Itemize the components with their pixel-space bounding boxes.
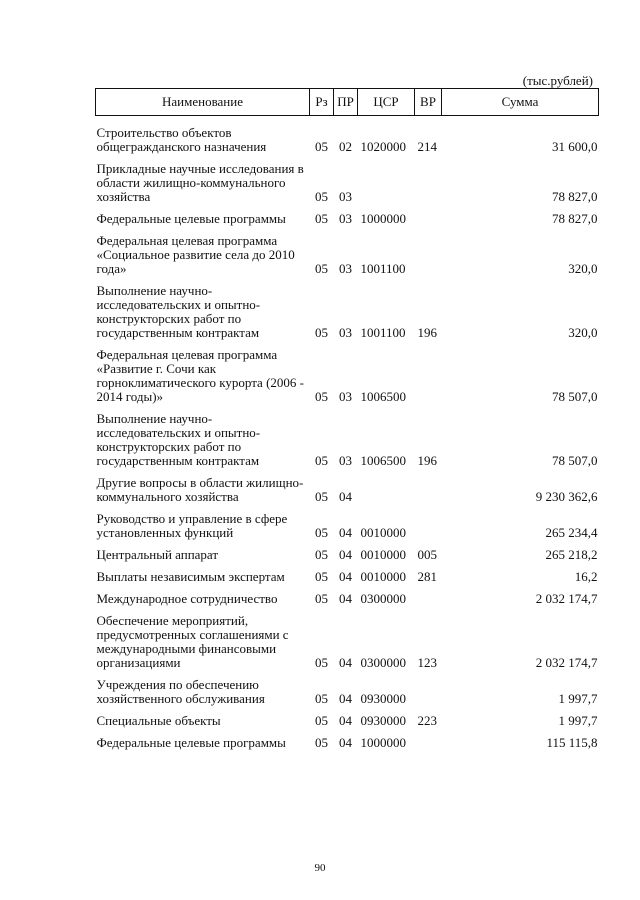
cell-csr: 0010000 xyxy=(360,569,406,584)
cell-vr xyxy=(415,678,442,714)
cell-sum: 16,2 xyxy=(574,569,598,584)
cell-vr xyxy=(415,736,442,758)
header-pr: ПР xyxy=(334,89,358,116)
header-name: Наименование xyxy=(96,89,310,116)
cell-csr: 0930000 xyxy=(360,713,406,728)
budget-table xyxy=(95,88,599,758)
cell-vr: 196 xyxy=(417,453,437,468)
cell-sum: 1 997,7 xyxy=(558,691,598,706)
cell-rz: 05 xyxy=(315,591,328,606)
table-row xyxy=(96,570,599,592)
cell-sum: 78 827,0 xyxy=(552,211,598,226)
cell-sum: 2 032 174,7 xyxy=(535,591,598,606)
cell-pr: 03 xyxy=(339,389,352,404)
cell-name: Специальные объекты xyxy=(96,713,221,728)
cell-sum: 2 032 174,7 xyxy=(535,655,598,670)
cell-sum: 78 507,0 xyxy=(552,453,598,468)
table-row xyxy=(96,678,599,714)
table-row xyxy=(96,736,599,758)
cell-vr xyxy=(415,348,442,412)
cell-pr: 03 xyxy=(339,325,352,340)
cell-rz: 05 xyxy=(315,735,328,750)
table-row xyxy=(96,162,599,212)
cell-sum: 115 115,8 xyxy=(546,735,598,750)
cell-csr: 0010000 xyxy=(360,547,406,562)
cell-name: Федеральные целевые программы xyxy=(96,211,286,226)
cell-vr xyxy=(415,212,442,234)
header-rz: Рз xyxy=(310,89,334,116)
cell-pr: 04 xyxy=(339,489,352,504)
cell-vr: 196 xyxy=(417,325,437,340)
cell-csr: 0010000 xyxy=(360,525,406,540)
cell-rz: 05 xyxy=(315,489,328,504)
cell-name: Строительство объектов общегражданского назначения xyxy=(96,125,267,154)
table-row xyxy=(96,512,599,548)
header-sum: Сумма xyxy=(442,89,599,116)
cell-pr: 03 xyxy=(339,211,352,226)
cell-rz: 05 xyxy=(315,691,328,706)
cell-pr: 03 xyxy=(339,189,352,204)
cell-csr: 0300000 xyxy=(360,591,406,606)
cell-csr xyxy=(358,162,415,212)
cell-vr xyxy=(415,512,442,548)
table-row xyxy=(96,234,599,284)
cell-rz: 05 xyxy=(315,547,328,562)
cell-rz: 05 xyxy=(315,325,328,340)
cell-pr: 03 xyxy=(339,453,352,468)
units-label: (тыс.рублей) xyxy=(522,73,593,88)
cell-name: Центральный аппарат xyxy=(96,547,219,562)
table-row xyxy=(96,614,599,678)
table-row xyxy=(96,212,599,234)
cell-name: Руководство и управление в сфере установленных функций xyxy=(96,511,288,540)
header-vr: ВР xyxy=(415,89,442,116)
cell-pr: 04 xyxy=(339,691,352,706)
cell-rz: 05 xyxy=(315,389,328,404)
cell-pr: 04 xyxy=(339,713,352,728)
page-number: 90 xyxy=(314,862,326,874)
table-row xyxy=(96,348,599,412)
cell-pr: 04 xyxy=(339,735,352,750)
cell-pr: 02 xyxy=(339,139,352,154)
table-header xyxy=(96,89,599,116)
cell-vr xyxy=(415,162,442,212)
cell-pr: 04 xyxy=(339,591,352,606)
cell-csr: 0930000 xyxy=(360,691,406,706)
cell-name: Федеральная целевая программа «Социальное развитие села до 2010 года» xyxy=(96,233,295,276)
cell-rz: 05 xyxy=(315,189,328,204)
cell-sum: 320,0 xyxy=(568,261,598,276)
table-row xyxy=(96,592,599,614)
cell-vr xyxy=(415,592,442,614)
cell-pr: 04 xyxy=(339,547,352,562)
cell-pr: 04 xyxy=(339,569,352,584)
cell-sum: 320,0 xyxy=(568,325,598,340)
cell-rz: 05 xyxy=(315,139,328,154)
cell-vr: 223 xyxy=(417,713,437,728)
table-row xyxy=(96,412,599,476)
cell-vr xyxy=(415,476,442,512)
cell-sum: 1 997,7 xyxy=(558,713,598,728)
cell-csr: 1001100 xyxy=(360,325,406,340)
cell-name: Международное сотрудничество xyxy=(96,591,278,606)
cell-vr: 281 xyxy=(417,569,437,584)
cell-rz: 05 xyxy=(315,261,328,276)
cell-name: Прикладные научные исследования в области жилищно-коммунального хозяйства xyxy=(96,161,304,204)
cell-csr: 1000000 xyxy=(360,211,406,226)
cell-name: Выполнение научно-исследовательских и опытно-конструкторских работ по государственным контрактам xyxy=(96,411,261,468)
cell-name: Федеральная целевая программа «Развитие г. Сочи как горноклиматического курорта (2006 - 2014 годы)» xyxy=(96,347,304,404)
cell-sum: 78 507,0 xyxy=(552,389,598,404)
cell-csr: 1006500 xyxy=(360,453,406,468)
cell-csr: 1020000 xyxy=(360,139,406,154)
cell-rz: 05 xyxy=(315,211,328,226)
header-csr: ЦСР xyxy=(358,89,415,116)
cell-name: Другие вопросы в области жилищно-коммунального хозяйства xyxy=(96,475,304,504)
cell-vr xyxy=(415,234,442,284)
cell-csr xyxy=(358,476,415,512)
cell-rz: 05 xyxy=(315,655,328,670)
table-body xyxy=(96,116,599,759)
cell-name: Выплаты независимым экспертам xyxy=(96,569,285,584)
table-row xyxy=(96,476,599,512)
cell-csr: 1001100 xyxy=(360,261,406,276)
cell-csr: 0300000 xyxy=(360,655,406,670)
cell-name: Федеральные целевые программы xyxy=(96,735,286,750)
table-row xyxy=(96,714,599,736)
cell-csr: 1006500 xyxy=(360,389,406,404)
cell-rz: 05 xyxy=(315,569,328,584)
cell-vr: 214 xyxy=(417,139,437,154)
table-row xyxy=(96,284,599,348)
cell-rz: 05 xyxy=(315,713,328,728)
cell-sum: 31 600,0 xyxy=(552,139,598,154)
cell-vr: 005 xyxy=(417,547,437,562)
cell-name: Выполнение научно-исследовательских и опытно-конструкторских работ по государственным контрактам xyxy=(96,283,261,340)
cell-rz: 05 xyxy=(315,453,328,468)
cell-sum: 265 234,4 xyxy=(545,525,598,540)
cell-csr: 1000000 xyxy=(360,735,406,750)
cell-sum: 9 230 362,6 xyxy=(535,489,598,504)
cell-sum: 78 827,0 xyxy=(552,189,598,204)
cell-sum: 265 218,2 xyxy=(545,547,598,562)
cell-pr: 04 xyxy=(339,655,352,670)
cell-vr: 123 xyxy=(417,655,437,670)
cell-pr: 03 xyxy=(339,261,352,276)
cell-pr: 04 xyxy=(339,525,352,540)
table-row xyxy=(96,116,599,163)
table-row xyxy=(96,548,599,570)
cell-name: Учреждения по обеспечению хозяйственного обслуживания xyxy=(96,677,265,706)
cell-name: Обеспечение мероприятий, предусмотренных соглашениями с международными финансовыми организациями xyxy=(96,613,289,670)
cell-rz: 05 xyxy=(315,525,328,540)
